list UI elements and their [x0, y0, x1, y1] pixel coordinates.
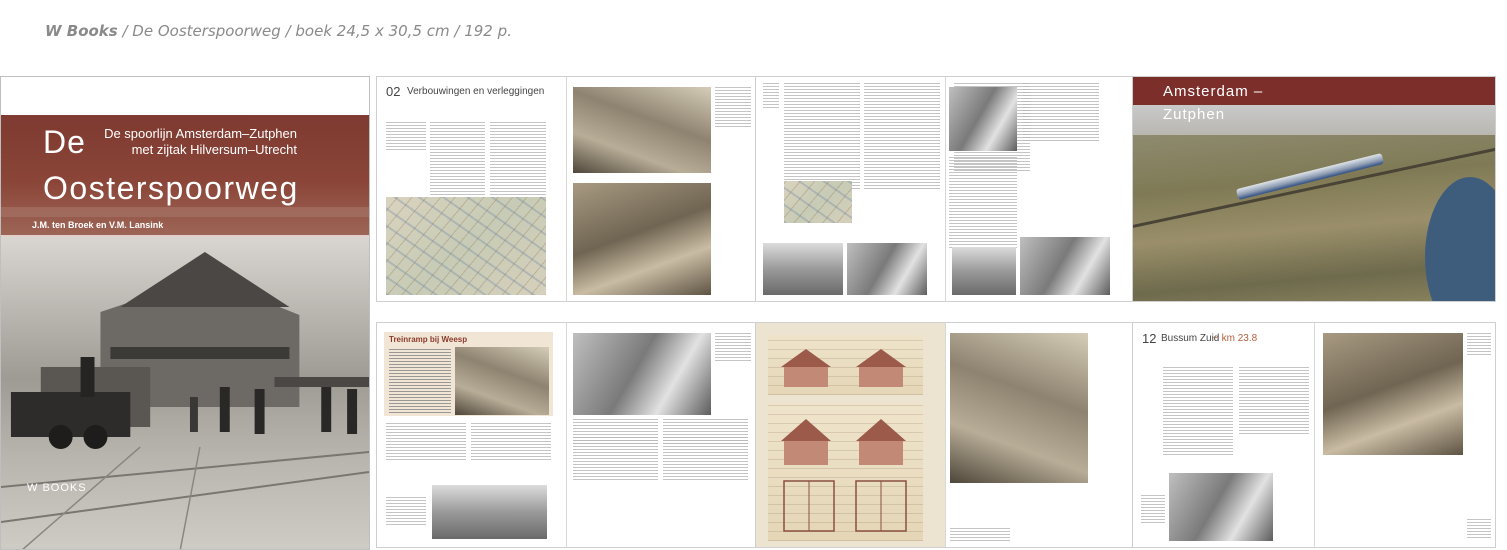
chapter-title-line2: Zutphen	[1163, 106, 1226, 123]
caption-text	[950, 528, 1010, 542]
spread-gutter	[945, 323, 946, 547]
body-text-column	[573, 437, 658, 481]
chapter-title-line1: Amsterdam –	[1163, 83, 1264, 100]
body-text-column	[471, 423, 551, 461]
elevation-sketch	[776, 345, 916, 389]
spread-architecture	[755, 322, 1135, 548]
cover-band-stripe	[1, 207, 369, 217]
historic-photo	[573, 87, 711, 173]
historic-photo	[949, 87, 1017, 151]
cover-subtitle-line2: met zijtak Hilversum–Utrecht	[131, 142, 297, 157]
spread-gutter	[1314, 323, 1315, 547]
body-text-column	[386, 423, 466, 461]
body-text-column	[1163, 367, 1233, 457]
spread-gutter	[566, 323, 567, 547]
historic-photo	[952, 247, 1016, 295]
spread-gutter	[566, 77, 567, 301]
historic-photo	[1020, 237, 1110, 295]
book-details: / De Oosterspoorweg / boek 24,5 x 30,5 cm / 192 p.	[117, 22, 512, 40]
historic-photo	[432, 485, 547, 539]
body-text-column	[864, 83, 940, 191]
caption-text	[1141, 495, 1165, 525]
section-title: Bussum Zuid	[1161, 333, 1220, 344]
spread-treinramp-weesp	[376, 322, 756, 548]
caption-text	[386, 497, 426, 527]
historic-photo	[847, 243, 927, 295]
cover-authors: J.M. ten Broek en V.M. Lansink	[32, 220, 164, 230]
publisher-label: W Books	[45, 22, 118, 40]
caption-text	[1467, 333, 1491, 357]
page-caption	[45, 22, 512, 40]
feature-box-text	[389, 349, 451, 413]
cover-title-line2: Oosterspoorweg	[43, 170, 299, 206]
spread-station-photos	[755, 76, 1135, 302]
spread-bussum-zuid	[1132, 322, 1496, 548]
chapter-number: 02	[386, 84, 401, 99]
caption-text	[715, 87, 751, 127]
train-photo	[1169, 473, 1273, 541]
spread-amsterdam-zutphen	[1132, 76, 1496, 302]
section-km: ~ km 23.8	[1213, 333, 1258, 344]
body-text-column	[663, 437, 748, 481]
spread-verbouwingen	[376, 76, 756, 302]
book-cover	[0, 76, 370, 550]
chapter-title: Verbouwingen en verleggingen	[407, 86, 545, 97]
caption-text	[1467, 519, 1491, 539]
caption-text	[715, 333, 751, 363]
sidebar-text	[763, 83, 779, 108]
spread-gutter	[945, 77, 946, 301]
cover-publisher-logo: W BOOKS	[27, 482, 87, 494]
body-text-column	[1023, 83, 1099, 143]
historic-platform-photo	[1323, 333, 1463, 455]
historic-photo	[573, 333, 711, 415]
sidebar-text	[386, 122, 426, 152]
historic-photo	[763, 243, 843, 295]
body-text-column	[1239, 367, 1309, 435]
section-number: 12	[1142, 331, 1157, 346]
map-image	[386, 197, 546, 295]
map-image	[784, 181, 852, 223]
cover-subtitle-line1: De spoorlijn Amsterdam–Zutphen	[104, 126, 297, 141]
feature-box-title: Treinramp bij Weesp	[389, 335, 468, 344]
cover-title-line1: De	[43, 124, 86, 160]
historic-photo	[455, 347, 549, 415]
historic-photo	[573, 183, 711, 295]
historic-street-photo	[950, 333, 1088, 483]
body-text-column	[949, 157, 1017, 249]
body-text-column	[784, 83, 860, 191]
floor-plan-sketch	[776, 411, 916, 537]
cover-station-photo	[1, 237, 369, 550]
